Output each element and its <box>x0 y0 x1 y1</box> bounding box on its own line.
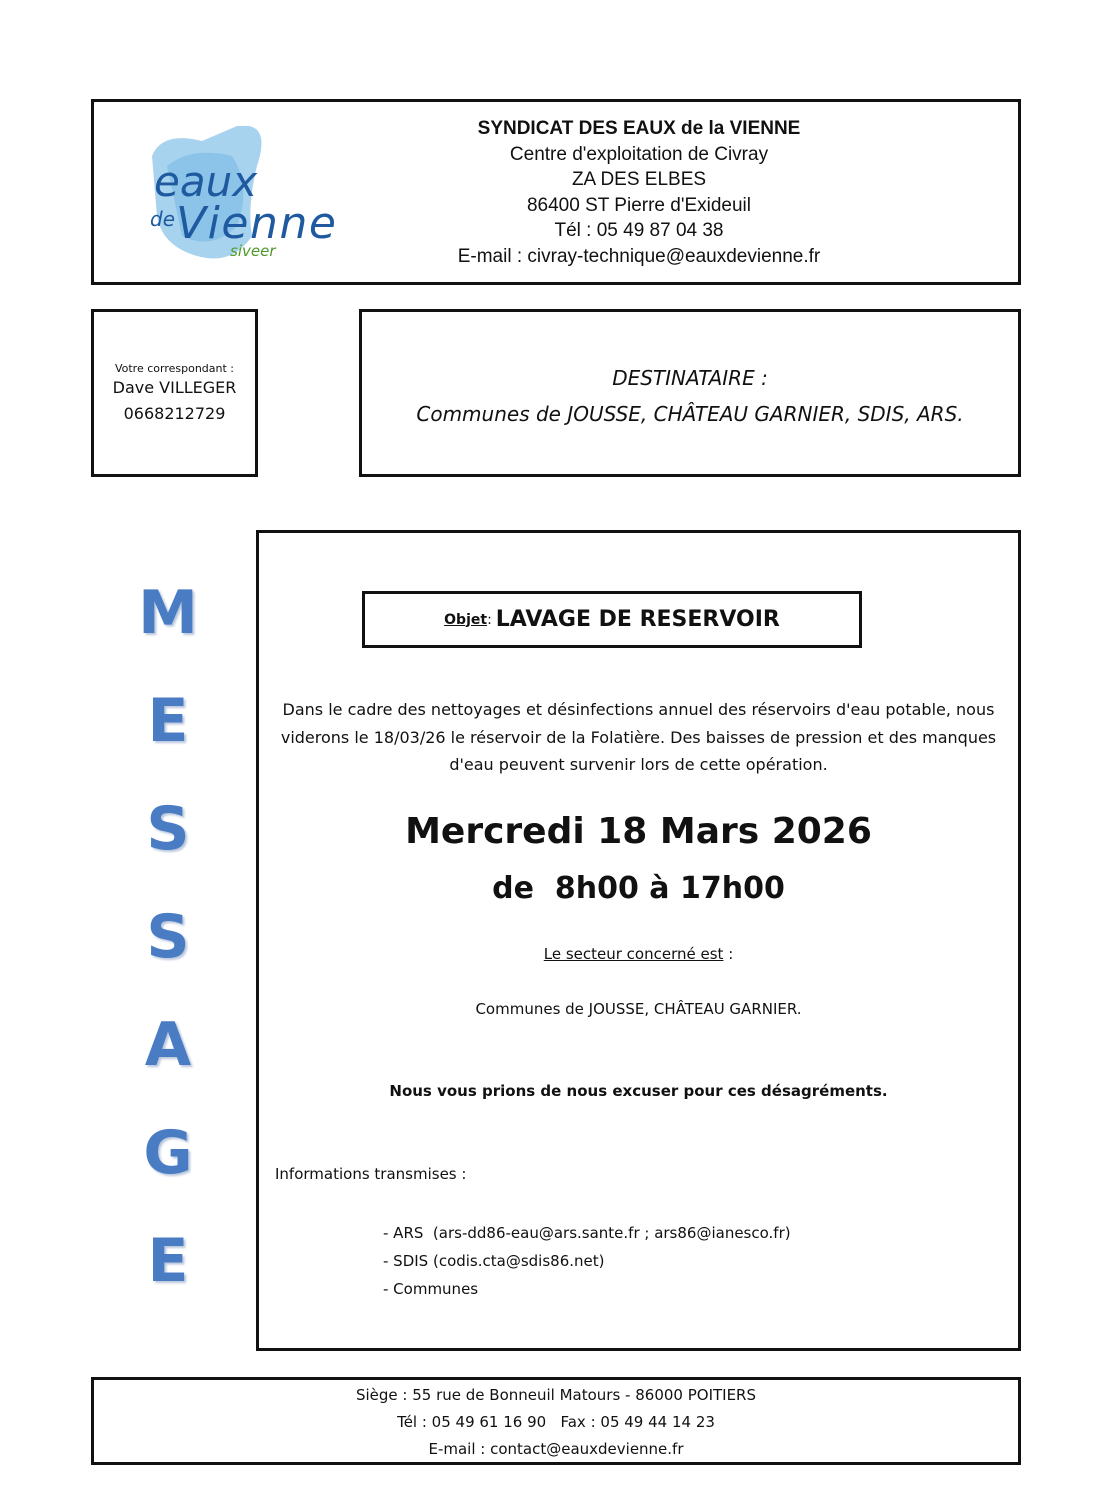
side-letter: E <box>147 1226 189 1296</box>
address-line: 86400 ST Pierre d'Exideuil <box>526 194 752 216</box>
organization-name: SYNDICAT DES EAUX de la VIENNE <box>477 118 801 139</box>
intervention-date: Mercredi 18 Mars 2026 <box>405 811 872 852</box>
email-line: E-mail : civray-technique@eauxdevienne.fr <box>457 245 821 267</box>
info-item: - ARS (ars-dd86-eau@ars.sante.fr ; ars86@ianesco.fr) <box>383 1224 791 1242</box>
info-item: - Communes <box>383 1280 479 1298</box>
info-label: Informations transmises : <box>275 1165 467 1183</box>
svg-text:Vienne: Vienne <box>176 198 336 249</box>
footer-email: E-mail : contact@eauxdevienne.fr <box>428 1440 684 1458</box>
recipient-value: Communes de JOUSSE, CHÂTEAU GARNIER, SDIS, ARS. <box>416 402 964 426</box>
address-line: ZA DES ELBES <box>571 169 707 190</box>
intervention-time: de 8h00 à 17h00 <box>492 871 785 906</box>
message-paragraph: Dans le cadre des nettoyages et désinfections annuel des réservoirs d'eau potable, nous viderons le 18/03/26 le réservoir de la Folatière. Des baisses de pression et des manques d'eau peuvent survenir lors de cette opération. <box>280 700 997 774</box>
side-letter: G <box>143 1118 193 1188</box>
subject-separator: : <box>487 611 492 628</box>
svg-text:siveer: siveer <box>230 242 276 260</box>
side-letter: S <box>146 902 190 972</box>
side-letter: M <box>138 578 198 648</box>
address-line: Centre d'exploitation de Civray <box>509 143 769 165</box>
recipient-label: DESTINATAIRE : <box>612 366 768 390</box>
correspondent-label: Votre correspondant : <box>114 362 235 375</box>
side-letter: E <box>147 686 189 756</box>
phone-line: Tél : 05 49 87 04 38 <box>554 220 724 241</box>
subject-label: Objet <box>444 611 488 628</box>
footer-phone-fax: Tél : 05 49 61 16 90 Fax : 05 49 44 14 23 <box>397 1413 715 1431</box>
correspondent-box <box>91 309 258 477</box>
correspondent-name: Dave VILLEGER <box>112 378 237 397</box>
svg-text:de: de <box>150 207 175 231</box>
info-list <box>383 1219 791 1303</box>
info-item: - SDIS (codis.cta@sdis86.net) <box>383 1252 605 1270</box>
side-title <box>128 578 208 1334</box>
footer-box <box>91 1377 1021 1465</box>
sector-separator: : <box>723 945 734 963</box>
message-box <box>256 530 1021 1351</box>
side-letter: S <box>146 794 190 864</box>
subject-box <box>362 591 862 648</box>
side-letter: A <box>144 1010 192 1080</box>
header-box <box>91 99 1021 285</box>
eaux-de-vienne-logo <box>142 126 342 266</box>
sector-heading <box>259 945 1018 963</box>
apology-text: Nous vous prions de nous excuser pour ces désagréments. <box>389 1082 888 1100</box>
sector-value: Communes de JOUSSE, CHÂTEAU GARNIER. <box>475 1000 802 1018</box>
sector-label: Le secteur concerné est <box>543 945 724 963</box>
correspondent-phone: 0668212729 <box>123 404 226 423</box>
svg-text:eaux: eaux <box>154 157 258 206</box>
recipient-box <box>359 309 1021 477</box>
footer-address: Siège : 55 rue de Bonneuil Matours - 86000 POITIERS <box>355 1386 757 1404</box>
sender-address <box>414 116 864 269</box>
subject-value: LAVAGE DE RESERVOIR <box>495 607 780 632</box>
